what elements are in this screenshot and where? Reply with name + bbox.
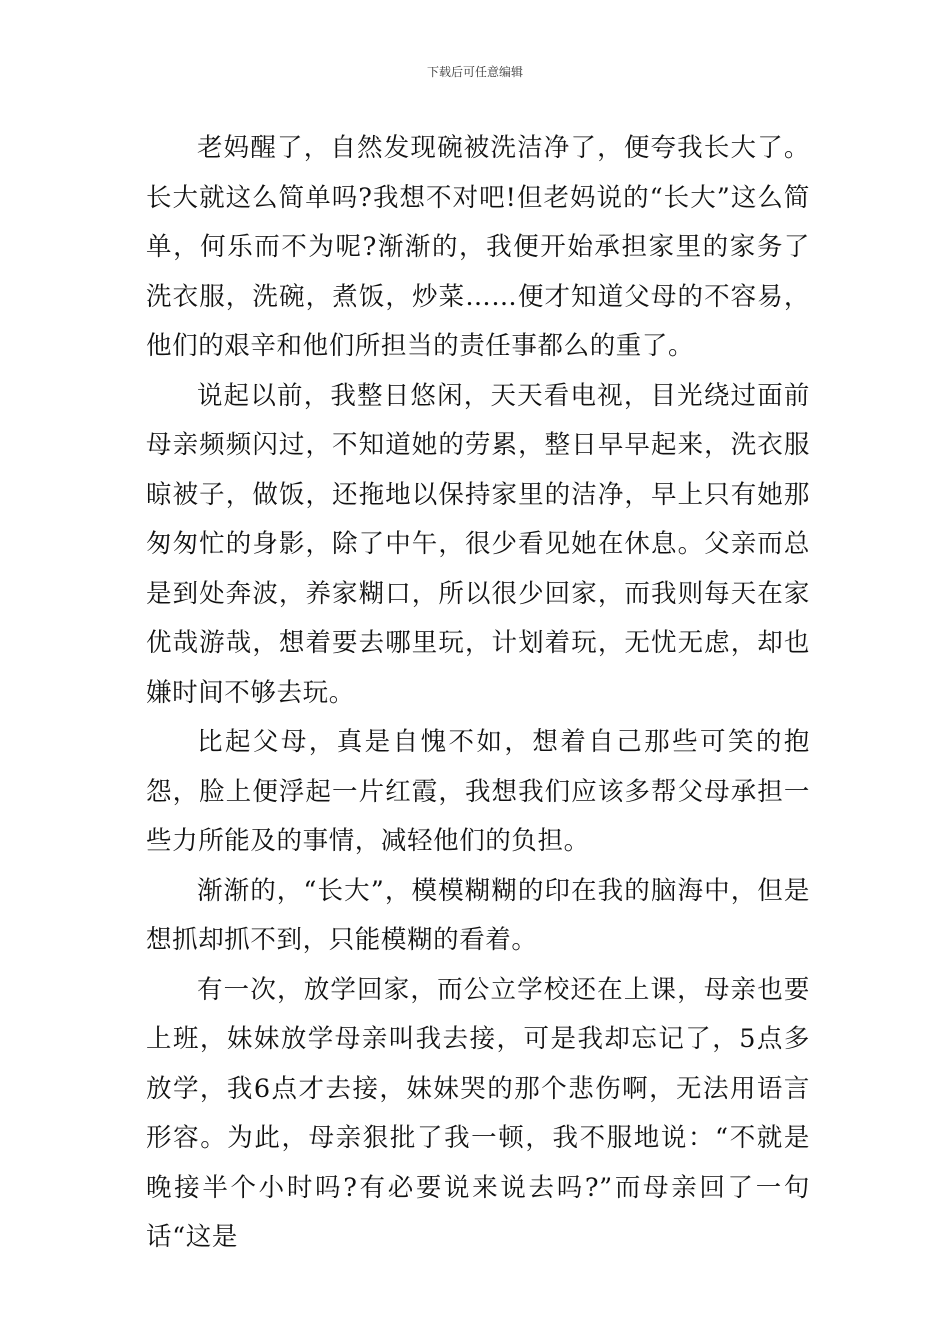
paragraph-2: 说起以前，我整日悠闲，天天看电视，目光绕过面前母亲频频闪过，不知道她的劳累，整日早早起来，洗衣服晾被子，做饭，还拖地以保持家里的洁净，早上只有她那匆匆忙的身影，除了中午，很少看见她在休息。父亲而总是到处奔波，养家糊口，所以很少回家，而我则每天在家优哉游哉，想着要去哪里玩，计划着玩，无忧无虑，却也嫌时间不够去玩。 [146,380,810,708]
paragraph-5: 有一次，放学回家，而公立学校还在上课，母亲也要上班，妹妹放学母亲叫我去接，可是我却忘记了，5点多放学，我6点才去接，妹妹哭的那个悲伤啊，无法用语言形容。为此，母亲狠批了我一顿，我不服地说：“不就是晚接半个小时吗?有必要说来说去吗?”而母亲回了一句话“这是 [146,974,810,1252]
document-body [146,124,810,1263]
paragraph-4: 渐渐的，“长大”，模模糊糊的印在我的脑海中，但是想抓却抓不到，只能模糊的看着。 [146,875,810,955]
paragraph-1: 老妈醒了，自然发现碗被洗洁净了，便夸我长大了。长大就这么简单吗?我想不对吧!但老妈说的“长大”这么简单，何乐而不为呢?渐渐的，我便开始承担家里的家务了洗衣服，洗碗，煮饭，炒菜……便才知道父母的不容易，他们的艰辛和他们所担当的责任事都么的重了。 [146,133,810,361]
page-header: 下载后可任意编辑 [426,65,523,79]
paragraph-3: 比起父母，真是自愧不如，想着自己那些可笑的抱怨，脸上便浮起一片红霞，我想我们应该多帮父母承担一些力所能及的事情，减轻他们的负担。 [146,727,810,856]
